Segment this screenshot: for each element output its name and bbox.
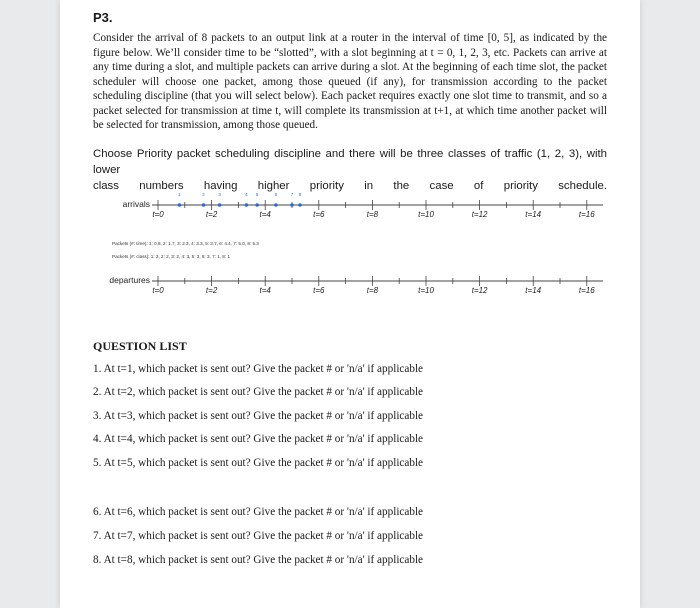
problem-intro: Consider the arrival of 8 packets to an output link at a router in the interval of time [0, 5], as indicated by the figure below. We’ll consider time to be “slotted”, with a slot beginning at t = 0, 1, 2, 3, etc. Packets can arrive at any time during a slot, and multiple packets can arrive during a slot. At the beginning of each time slot, the packet scheduler will choose one packet, among those queued (if any), for transmission according to the packet scheduling discipline (that you will select below). Each packet requires exactly one slot time to transmit, and so a packet selected for transmission at time t, will complete its transmission at t+1, at which time another packet will be selected for transmission, among those queued.: [93, 32, 607, 131]
tick-label: t=6: [313, 210, 325, 219]
problem-id: P3.: [93, 10, 113, 25]
tick-label: t=8: [366, 210, 379, 219]
tick-label: t=0: [152, 210, 164, 219]
question-item: 6. At t=6, which packet is sent out? Give the packet # or 'n/a' if applicable: [93, 506, 424, 518]
departures-label: departures: [109, 275, 150, 285]
packets-times-line: Packets (#: time): 1: 0.8, 2: 1.7, 3: 2.3, 4: 3.3, 5: 3.7, 6: 4.4, 7: 5.0, 8: 5.3: [112, 241, 259, 246]
arrival-dot: [298, 203, 302, 207]
departures-ticks: [152, 276, 595, 295]
arrival-packet-number: 4: [245, 192, 248, 197]
arrival-dot: [255, 203, 259, 207]
tick-label: t=4: [259, 210, 271, 219]
tick-label: t=10: [418, 286, 434, 295]
arrival-dot: [274, 203, 278, 207]
arrival-packet-number: 1: [178, 192, 181, 197]
tick-label: t=2: [205, 210, 218, 219]
arrival-dot: [290, 203, 294, 207]
question-item: 4. At t=4, which packet is sent out? Give the packet # or 'n/a' if applicable: [93, 433, 424, 445]
tick-label: t=12: [471, 210, 488, 219]
arrival-packet-number: 5: [255, 192, 259, 197]
question-item: 8. At t=8, which packet is sent out? Give the packet # or 'n/a' if applicable: [93, 554, 424, 566]
question-item: 5. At t=5, which packet is sent out? Give the packet # or 'n/a' if applicable: [93, 457, 424, 469]
tick-label: t=10: [418, 210, 434, 219]
tick-label: t=4: [259, 286, 271, 295]
tick-label: t=16: [578, 286, 595, 295]
question-item: 7. At t=7, which packet is sent out? Give the packet # or 'n/a' if applicable: [93, 530, 424, 542]
packets-class-line: Packets (#: class): 1: 3, 2: 2, 3: 2, 4: 3, 5: 3, 6: 3, 7: 1, 8: 1: [112, 254, 230, 259]
tick-label: t=0: [152, 286, 164, 295]
question-item: 1. At t=1, which packet is sent out? Give the packet # or 'n/a' if applicable: [93, 363, 424, 375]
arrival-packet-number: 6: [274, 192, 278, 197]
discipline-line-1: Choose Priority packet scheduling discipline and there will be three classes of traffic (1, 2, 3), with lower: [93, 148, 607, 176]
discipline-line-2: class numbers having higher priority in the case of priority schedule.: [93, 180, 607, 192]
arrival-packet-number: 2: [202, 192, 205, 197]
tick-label: t=6: [313, 286, 325, 295]
tick-label: t=16: [578, 210, 595, 219]
arrival-dot: [245, 203, 249, 207]
arrival-dot: [178, 203, 182, 207]
tick-label: t=14: [525, 210, 542, 219]
question-item: 3. At t=3, which packet is sent out? Give the packet # or 'n/a' if applicable: [93, 410, 424, 422]
arrival-dot: [202, 203, 206, 207]
question-item: 2. At t=2, which packet is sent out? Give the packet # or 'n/a' if applicable: [93, 386, 424, 398]
tick-label: t=2: [205, 286, 218, 295]
arrival-packet-number: 3: [218, 192, 221, 197]
arrivals-label: arrivals: [122, 199, 150, 209]
question-list-title: QUESTION LIST: [93, 339, 187, 353]
arrivals-ticks: [152, 200, 595, 219]
arrival-dot: [218, 203, 222, 207]
tick-label: t=14: [525, 286, 542, 295]
tick-label: t=8: [366, 286, 379, 295]
arrival-packet-number: 8: [298, 192, 302, 197]
arrival-packet-number: 7: [290, 192, 294, 197]
tick-label: t=12: [471, 286, 488, 295]
